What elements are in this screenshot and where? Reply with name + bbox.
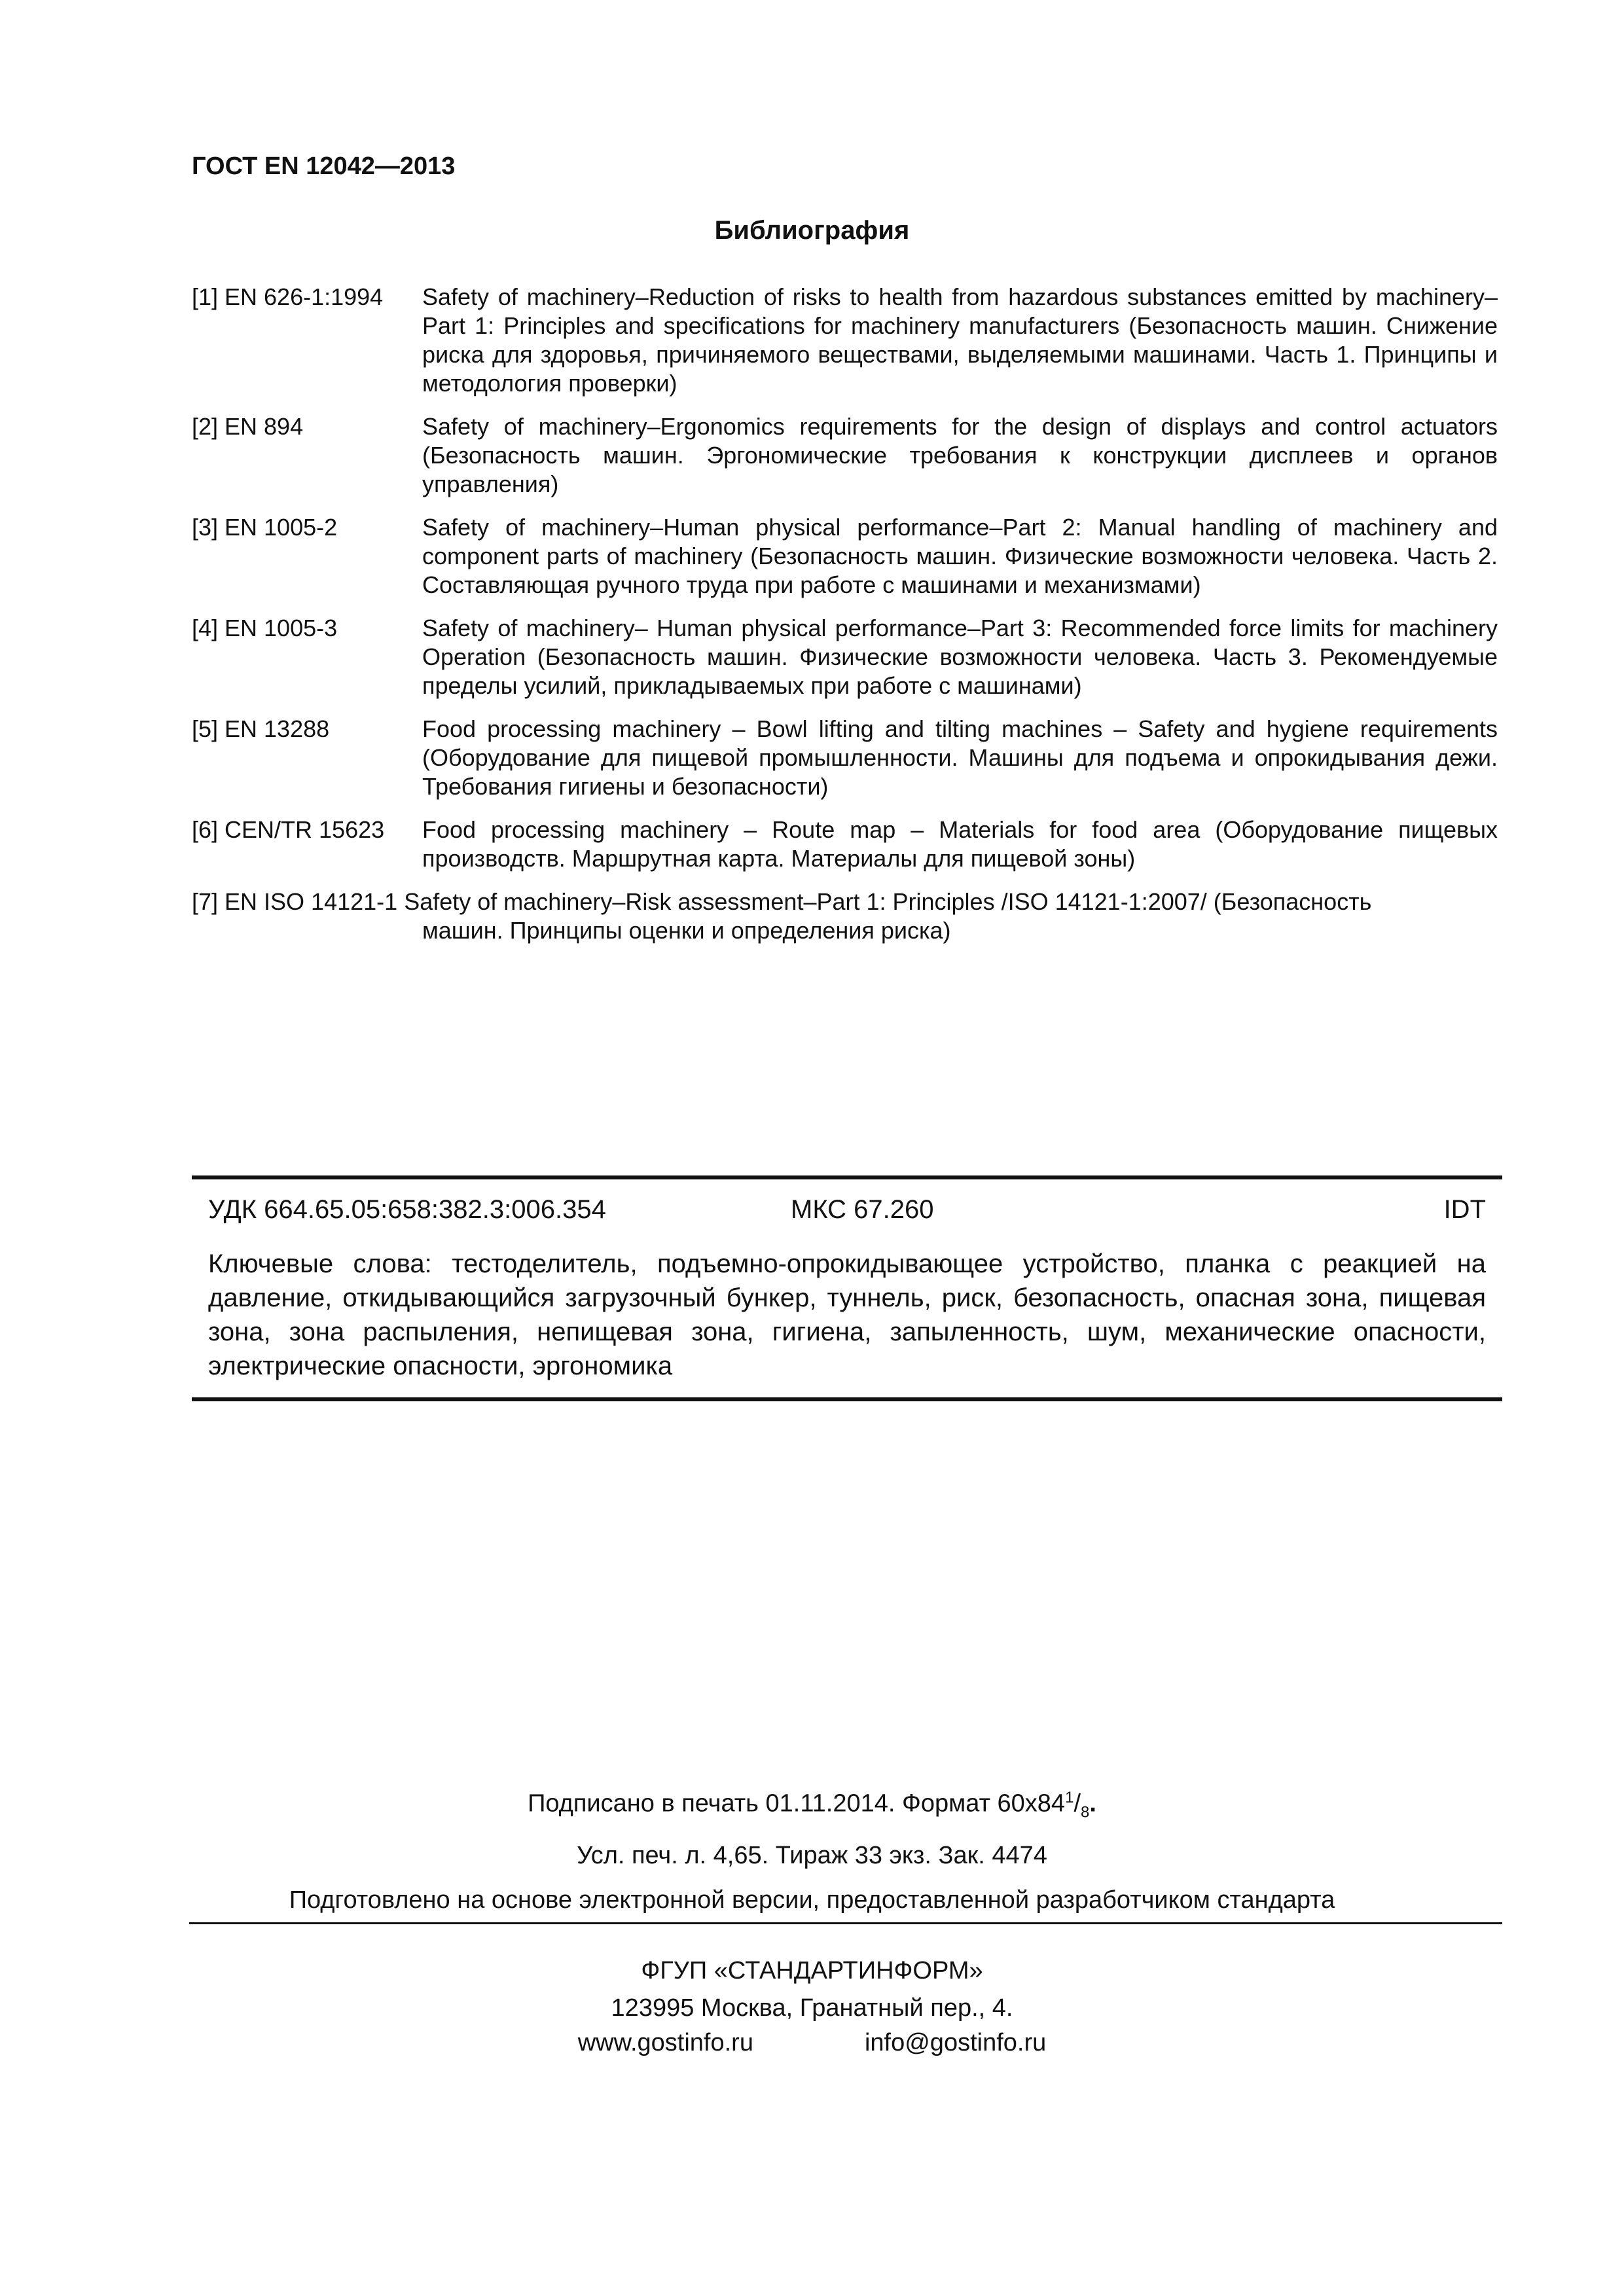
bibliography-entry: [192, 614, 1498, 700]
publisher-address: 123995 Москва, Гранатный пер., 4.: [611, 1994, 1013, 2022]
bibliography-text: Food processing machinery – Bowl lifting and tilting machines – Safety and hygiene requirements (Оборудование для пищевой промышленности. Машины для подъема и опрокидывания дежи. Требования гигиены и безопасности): [422, 715, 1498, 800]
bibliography-list: [192, 283, 1498, 960]
bibliography-ref: [1] EN 626-1:1994: [192, 283, 384, 310]
bibliography-ref: [6] CEN/TR 15623: [192, 816, 385, 843]
bibliography-ref: [3] EN 1005-2: [192, 514, 338, 541]
bibliography-ref: [4] EN 1005-3: [192, 615, 338, 641]
bibliography-entry: [192, 412, 1498, 499]
bibliography-ref: [5] EN 13288: [192, 715, 330, 742]
publisher-contacts: [0, 2029, 1624, 2057]
format-end: .: [1089, 1789, 1096, 1818]
bibliography-ref: [2] EN 894: [192, 413, 304, 440]
bottom-rule: [192, 1397, 1502, 1401]
publisher-website-link[interactable]: www.gostinfo.ru: [577, 2029, 753, 2056]
bibliography-entry: [192, 513, 1498, 600]
bibliography-text: Safety of machinery–Risk assessment–Part 1: Principles /ISO 14121-1:2007/ (Безопасность: [404, 888, 1372, 915]
imprint-rule: [189, 1922, 1502, 1924]
publisher-email-link[interactable]: info@gostinfo.ru: [864, 2029, 1047, 2056]
format-denominator: 8: [1081, 1803, 1090, 1821]
imprint-signed-text: Подписано в печать 01.11.2014. Формат 60х84: [528, 1789, 1066, 1818]
document-id: ГОСТ EN 12042—2013: [192, 152, 456, 180]
bibliography-entry: [192, 715, 1498, 801]
format-numerator: 1: [1065, 1789, 1074, 1806]
imprint-print-info: Усл. печ. л. 4,65. Тираж 33 экз. Зак. 4474: [577, 1842, 1047, 1869]
udk-code: УДК 664.65.05:658:382.3:006.354: [208, 1195, 606, 1224]
bibliography-text: Food processing machinery – Route map – Materials for food area (Оборудование пищевых производств. Маршрутная карта. Материалы для пищевой зоны): [422, 816, 1498, 872]
bibliography-text: Safety of machinery–Human physical performance–Part 2: Manual handling of machinery and component parts of machinery (Безопасность машин. Физические возможности человека. Часть 2. Составляющая ручного труда при работе с машинами и механизмами): [422, 514, 1498, 598]
bibliography-entry: [192, 283, 1498, 398]
bibliography-title: Библиография: [714, 216, 910, 245]
bibliography-text-continued: машин. Принципы оценки и определения риска): [422, 917, 951, 944]
bibliography-text: Safety of machinery– Human physical performance–Part 3: Recommended force limits for machinery Operation (Безопасность машин. Физические возможности человека. Часть 3. Рекомендуемые пределы усилий, прикладываемых при работе с машинами): [422, 615, 1498, 699]
keywords-paragraph: Ключевые слова: тестоделитель, подъемно-опрокидывающее устройство, планка с реакцией на давление, откидывающийся загрузочный бункер, туннель, риск, безопасность, опасная зона, пищевая зона, зона распыления, непищевая зона, гигиена, запыленность, шум, механические опасности, электрические опасности, эргономика: [208, 1249, 1486, 1380]
bibliography-text: Safety of machinery–Ergonomics requirements for the design of displays and control actuators (Безопасность машин. Эргономические требования к конструкции дисплеев и органов управления): [422, 413, 1498, 497]
publisher-name: ФГУП «СТАНДАРТИНФОРМ»: [641, 1957, 983, 1984]
bibliography-text: Safety of machinery–Reduction of risks to health from hazardous substances emitted by machinery–Part 1: Principles and specifications for machinery manufacturers (Безопасность машин. Снижение риска для здоровья, причиняемого веществами, выделяемыми машинами. Часть 1. Принципы и методология проверки): [422, 283, 1498, 397]
classification-row: [208, 1195, 1486, 1225]
bibliography-ref: [7] EN ISO 14121-1: [192, 888, 398, 915]
imprint-signed: Подписано в печать 01.11.2014. Формат $60х84^1/_8$.: [528, 1789, 1096, 1821]
imprint-prepared: Подготовлено на основе электронной версии, предоставленной разработчиком стандарта: [289, 1886, 1335, 1914]
mks-code: МКС 67.260: [791, 1195, 934, 1224]
top-rule: [192, 1175, 1502, 1179]
bibliography-entry: [192, 816, 1498, 873]
bibliography-entry: [192, 888, 1498, 945]
idt-label: IDT: [1443, 1195, 1486, 1224]
